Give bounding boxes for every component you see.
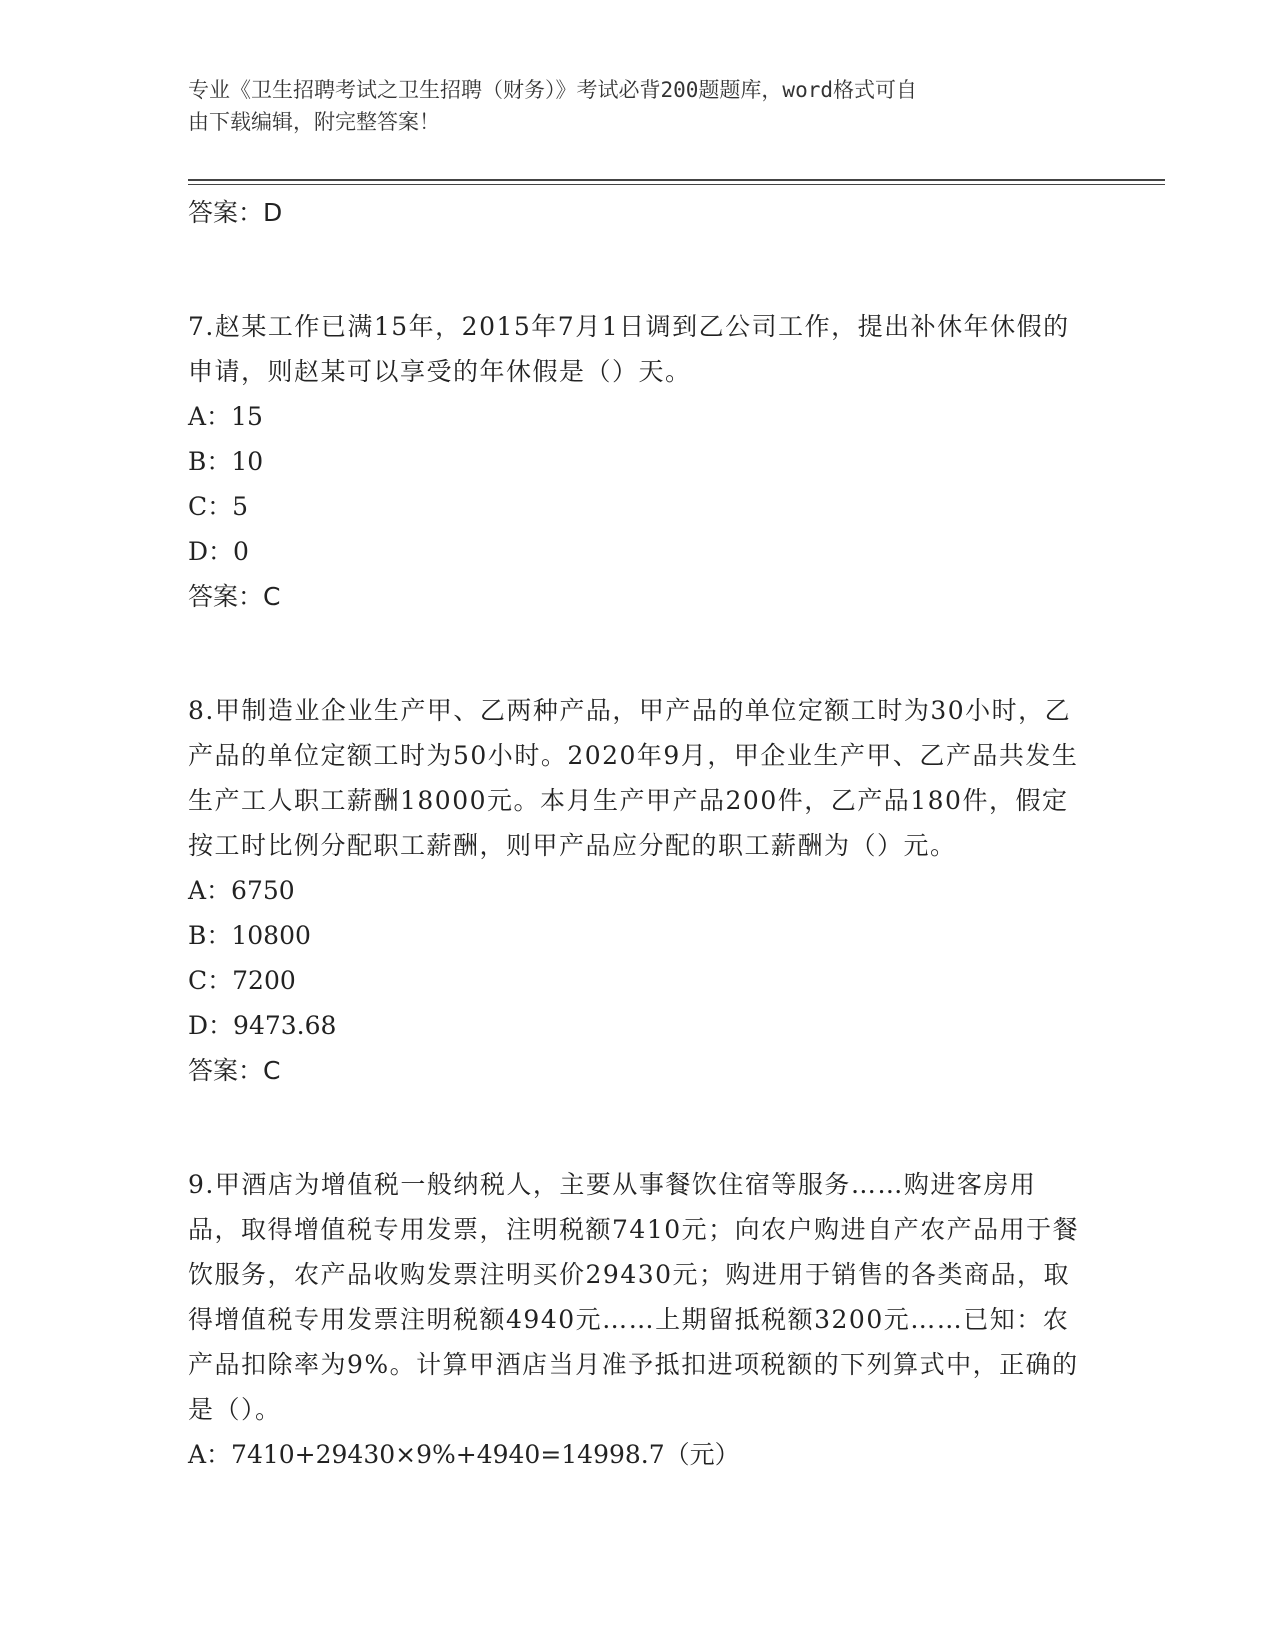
- option-b: B：10: [188, 447, 264, 476]
- document-header: [188, 74, 1068, 138]
- answer-line: 答案：C: [188, 1056, 281, 1085]
- option-a: A：6750: [188, 876, 295, 905]
- question-stem: 7.赵某工作已满15年，2015年7月1日调到乙公司工作，提出补休年休假的申请，则赵某可以享受的年休假是（）天。: [188, 312, 1070, 386]
- answer-line: 答案：C: [188, 582, 281, 611]
- header-line-1: 专业《卫生招聘考试之卫生招聘（财务）》考试必背200题题库，word格式可自: [188, 78, 917, 102]
- option-b: B：10800: [188, 921, 311, 950]
- header-divider: [188, 179, 1165, 181]
- option-a: A：15: [188, 402, 263, 431]
- question-9: [188, 1162, 1088, 1477]
- header-line-2: 由下载编辑，附完整答案！: [188, 110, 440, 134]
- option-c: C：5: [188, 492, 249, 521]
- header-divider-thin: [188, 184, 1165, 185]
- question-7: [188, 304, 1088, 620]
- question-8: [188, 688, 1088, 1094]
- option-d: D：9473.68: [188, 1011, 337, 1040]
- question-list: [188, 190, 1088, 1477]
- question-stem: 8.甲制造业企业生产甲、乙两种产品，甲产品的单位定额工时为30小时，乙产品的单位定额工时为50小时。2020年9月，甲企业生产甲、乙产品共发生生产工人职工薪酬18000元。本月生产甲产品200件，乙产品180件，假定按工时比例分配职工薪酬，则甲产品应分配的职工薪酬为（）元。: [188, 696, 1079, 860]
- option-c: C：7200: [188, 966, 296, 995]
- option-a: A：7410+29430×9%+4940=14998.7（元）: [188, 1440, 740, 1469]
- question-stem: 9.甲酒店为增值税一般纳税人，主要从事餐饮住宿等服务……购进客房用品，取得增值税专用发票，注明税额7410元；向农户购进自产农产品用于餐饮服务，农产品收购发票注明买价29430元；购进用于销售的各类商品，取得增值税专用发票注明税额4940元……上期留抵税额3200元……已知：农产品扣除率为9%。计算甲酒店当月准予抵扣进项税额的下列算式中，正确的是（）。: [188, 1170, 1080, 1424]
- option-d: D：0: [188, 537, 249, 566]
- answer-line: 答案：D: [188, 198, 283, 227]
